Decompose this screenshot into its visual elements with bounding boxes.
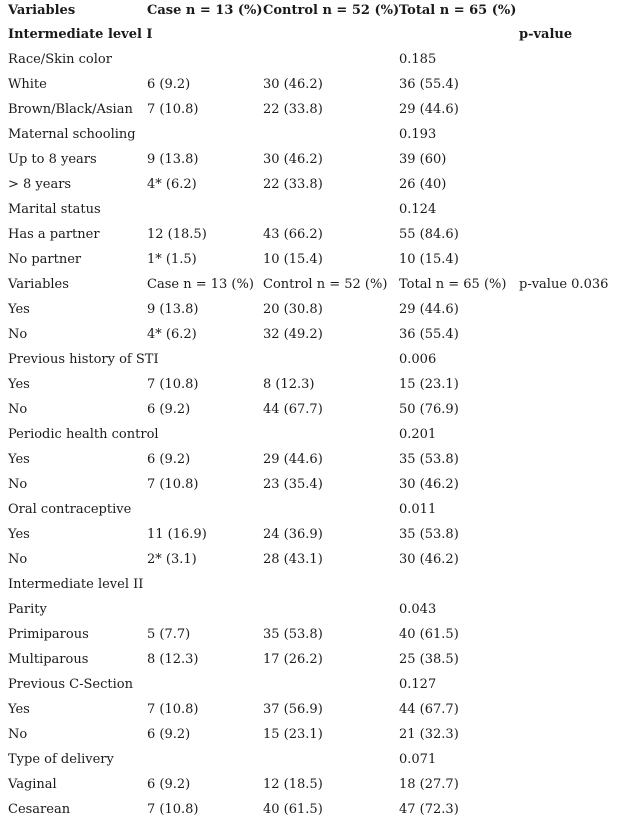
total-cell: 30 (46.2)	[399, 477, 459, 492]
variable-cell: Yes	[8, 527, 30, 542]
case-cell	[139, 22, 255, 47]
variable-cell: Yes	[8, 302, 30, 317]
table-row	[0, 422, 624, 447]
case-cell: 7 (10.8)	[147, 702, 199, 717]
variable-cell: No partner	[8, 252, 82, 267]
case-cell: 5 (7.7)	[147, 627, 191, 642]
control-cell: 23 (35.4)	[263, 477, 323, 492]
case-cell: 2* (3.1)	[147, 552, 197, 567]
total-cell	[391, 22, 511, 47]
table-row	[0, 572, 624, 597]
case-cell: 12 (18.5)	[147, 227, 207, 242]
table-row	[0, 372, 624, 397]
table-row	[0, 172, 624, 197]
pvalue-cell	[511, 372, 624, 397]
case-cell: 4* (6.2)	[147, 177, 197, 192]
control-cell: 30 (46.2)	[263, 77, 323, 92]
table-row	[0, 672, 624, 697]
variable-cell: Variables	[8, 3, 76, 18]
pvalue-cell	[511, 722, 624, 747]
control-cell	[255, 122, 391, 147]
table-row	[0, 447, 624, 472]
variable-cell: Has a partner	[8, 227, 100, 242]
case-cell	[139, 197, 255, 222]
case-cell: 7 (10.8)	[147, 802, 199, 817]
table-row	[0, 647, 624, 672]
pvalue-cell	[511, 697, 624, 722]
total-cell: 50 (76.9)	[399, 402, 459, 417]
variable-cell: No	[8, 327, 28, 342]
pvalue-cell	[511, 347, 624, 372]
table-row	[0, 322, 624, 347]
pvalue-cell	[511, 447, 624, 472]
total-cell: 35 (53.8)	[399, 527, 459, 542]
table-row	[0, 97, 624, 122]
pvalue-cell	[511, 122, 624, 147]
control-cell	[255, 47, 391, 72]
control-cell: Control n = 52 (%)	[263, 3, 400, 18]
control-cell	[255, 672, 391, 697]
variable-cell: No	[8, 552, 28, 567]
total-cell: 55 (84.6)	[399, 227, 459, 242]
table-row	[0, 0, 624, 22]
control-cell: 10 (15.4)	[263, 252, 323, 267]
variable-cell: Variables	[8, 277, 69, 292]
case-cell	[139, 122, 255, 147]
table-row	[0, 197, 624, 222]
case-cell: 6 (9.2)	[147, 727, 191, 742]
table-row	[0, 222, 624, 247]
table-row	[0, 797, 624, 822]
table-row	[0, 272, 624, 297]
variable-cell: Multiparous	[8, 652, 89, 667]
control-cell: 43 (66.2)	[263, 227, 323, 242]
variable-cell: Yes	[8, 702, 30, 717]
total-cell: 29 (44.6)	[399, 302, 459, 317]
case-cell: Case n = 13 (%)	[147, 277, 254, 292]
pvalue-cell	[511, 172, 624, 197]
pvalue-cell	[511, 197, 624, 222]
pvalue-cell	[511, 222, 624, 247]
control-cell	[255, 347, 391, 372]
control-cell: 30 (46.2)	[263, 152, 323, 167]
case-cell	[139, 47, 255, 72]
variable-cell: No	[8, 477, 28, 492]
total-cell: 0.011	[399, 502, 437, 517]
case-cell	[139, 497, 255, 522]
control-cell	[255, 422, 391, 447]
variable-cell: White	[8, 77, 47, 92]
case-cell: 9 (13.8)	[147, 302, 199, 317]
control-cell: 20 (30.8)	[263, 302, 323, 317]
total-cell: 35 (53.8)	[399, 452, 459, 467]
control-cell: 8 (12.3)	[263, 377, 315, 392]
variable-cell: Oral contraceptive	[8, 502, 132, 517]
case-cell: 1* (1.5)	[147, 252, 197, 267]
pvalue-cell	[511, 597, 624, 622]
total-cell: 10 (15.4)	[399, 252, 459, 267]
control-cell: 28 (43.1)	[263, 552, 323, 567]
table-row	[0, 122, 624, 147]
case-cell: 6 (9.2)	[147, 452, 191, 467]
table-row	[0, 22, 624, 47]
pvalue-cell	[511, 397, 624, 422]
control-cell: 40 (61.5)	[263, 802, 323, 817]
pvalue-cell	[511, 747, 624, 772]
pvalue-cell	[511, 547, 624, 572]
variable-cell: Brown/Black/Asian	[8, 102, 133, 117]
variable-cell: Type of delivery	[8, 752, 114, 767]
table-row	[0, 497, 624, 522]
table-row	[0, 722, 624, 747]
table-row	[0, 547, 624, 572]
case-cell	[139, 747, 255, 772]
total-cell: Total n = 65 (%)	[399, 277, 507, 292]
variable-cell: Marital status	[8, 202, 101, 217]
table-row	[0, 597, 624, 622]
control-cell	[255, 747, 391, 772]
control-cell: 12 (18.5)	[263, 777, 323, 792]
variable-cell: Periodic health control	[8, 427, 159, 442]
pvalue-cell	[511, 772, 624, 797]
pvalue-cell	[511, 247, 624, 272]
total-cell: 25 (38.5)	[399, 652, 459, 667]
total-cell: 30 (46.2)	[399, 552, 459, 567]
control-cell: 17 (26.2)	[263, 652, 323, 667]
total-cell: Total n = 65 (%)	[399, 3, 517, 18]
control-cell: 35 (53.8)	[263, 627, 323, 642]
pvalue-cell	[511, 622, 624, 647]
total-cell: 21 (32.3)	[399, 727, 459, 742]
case-cell: 4* (6.2)	[147, 327, 197, 342]
pvalue-cell	[511, 797, 624, 822]
variable-cell: Cesarean	[8, 802, 71, 817]
case-cell: 6 (9.2)	[147, 402, 191, 417]
total-cell: 47 (72.3)	[399, 802, 459, 817]
case-cell: 7 (10.8)	[147, 102, 199, 117]
control-cell	[255, 22, 391, 47]
control-cell: 37 (56.9)	[263, 702, 323, 717]
pvalue-cell	[511, 647, 624, 672]
total-cell: 40 (61.5)	[399, 627, 459, 642]
case-cell: Case n = 13 (%)	[147, 3, 263, 18]
case-cell: 9 (13.8)	[147, 152, 199, 167]
case-cell: 7 (10.8)	[147, 477, 199, 492]
control-cell: 32 (49.2)	[263, 327, 323, 342]
pvalue-cell	[511, 322, 624, 347]
total-cell: 0.185	[399, 52, 437, 67]
total-cell: 0.201	[399, 427, 437, 442]
case-cell	[139, 672, 255, 697]
control-cell	[255, 497, 391, 522]
variable-cell: Vaginal	[8, 777, 57, 792]
variable-cell: Primiparous	[8, 627, 89, 642]
control-cell: 15 (23.1)	[263, 727, 323, 742]
variable-cell: Parity	[8, 602, 47, 617]
case-cell: 6 (9.2)	[147, 77, 191, 92]
variable-cell: Previous history of STI	[8, 352, 159, 367]
pvalue-cell	[511, 422, 624, 447]
pvalue-cell: p-value 0.036	[519, 277, 609, 292]
variable-cell: Yes	[8, 377, 30, 392]
table-row	[0, 297, 624, 322]
variable-cell: Previous C-Section	[8, 677, 133, 692]
pvalue-cell	[511, 147, 624, 172]
table-row	[0, 47, 624, 72]
pvalue-cell	[511, 97, 624, 122]
case-cell: 8 (12.3)	[147, 652, 199, 667]
table-row	[0, 747, 624, 772]
total-cell: 29 (44.6)	[399, 102, 459, 117]
pvalue-cell: p-value	[519, 27, 573, 42]
total-cell: 0.043	[399, 602, 437, 617]
variable-cell: Intermediate level II	[8, 577, 144, 592]
table-row	[0, 522, 624, 547]
pvalue-cell	[511, 672, 624, 697]
control-cell: 24 (36.9)	[263, 527, 323, 542]
case-cell	[139, 572, 255, 597]
pvalue-cell	[511, 297, 624, 322]
control-cell	[255, 197, 391, 222]
total-cell: 15 (23.1)	[399, 377, 459, 392]
variable-cell: > 8 years	[8, 177, 72, 192]
table-row	[0, 622, 624, 647]
total-cell: 0.071	[399, 752, 437, 767]
table-row	[0, 147, 624, 172]
variable-cell: Maternal schooling	[8, 127, 136, 142]
variable-cell: No	[8, 727, 28, 742]
pvalue-cell	[511, 572, 624, 597]
table-row	[0, 772, 624, 797]
total-cell: 44 (67.7)	[399, 702, 459, 717]
variable-cell: No	[8, 402, 28, 417]
total-cell	[391, 572, 511, 597]
control-cell	[255, 572, 391, 597]
total-cell: 0.127	[399, 677, 437, 692]
variable-cell: Up to 8 years	[8, 152, 97, 167]
pvalue-cell	[511, 522, 624, 547]
variable-cell: Yes	[8, 452, 30, 467]
control-cell: 29 (44.6)	[263, 452, 323, 467]
total-cell: 0.193	[399, 127, 437, 142]
total-cell: 18 (27.7)	[399, 777, 459, 792]
pvalue-cell	[511, 497, 624, 522]
total-cell: 26 (40)	[399, 177, 447, 192]
total-cell: 36 (55.4)	[399, 77, 459, 92]
pvalue-cell	[511, 72, 624, 97]
table-row	[0, 247, 624, 272]
control-cell: 44 (67.7)	[263, 402, 323, 417]
pvalue-cell	[511, 47, 624, 72]
variable-cell: Intermediate level I	[8, 27, 153, 42]
total-cell: 39 (60)	[399, 152, 447, 167]
variable-cell: Race/Skin color	[8, 52, 112, 67]
table-row	[0, 347, 624, 372]
case-cell	[139, 597, 255, 622]
control-cell: 22 (33.8)	[263, 177, 323, 192]
total-cell: 0.006	[399, 352, 437, 367]
table-row	[0, 697, 624, 722]
case-cell: 7 (10.8)	[147, 377, 199, 392]
table-row	[0, 72, 624, 97]
total-cell: 0.124	[399, 202, 437, 217]
control-cell: 22 (33.8)	[263, 102, 323, 117]
case-cell: 6 (9.2)	[147, 777, 191, 792]
total-cell: 36 (55.4)	[399, 327, 459, 342]
control-cell: Control n = 52 (%)	[263, 277, 388, 292]
case-cell: 11 (16.9)	[147, 527, 207, 542]
pvalue-cell	[511, 472, 624, 497]
pvalue-cell	[511, 0, 624, 22]
table-row	[0, 397, 624, 422]
table-row	[0, 472, 624, 497]
control-cell	[255, 597, 391, 622]
